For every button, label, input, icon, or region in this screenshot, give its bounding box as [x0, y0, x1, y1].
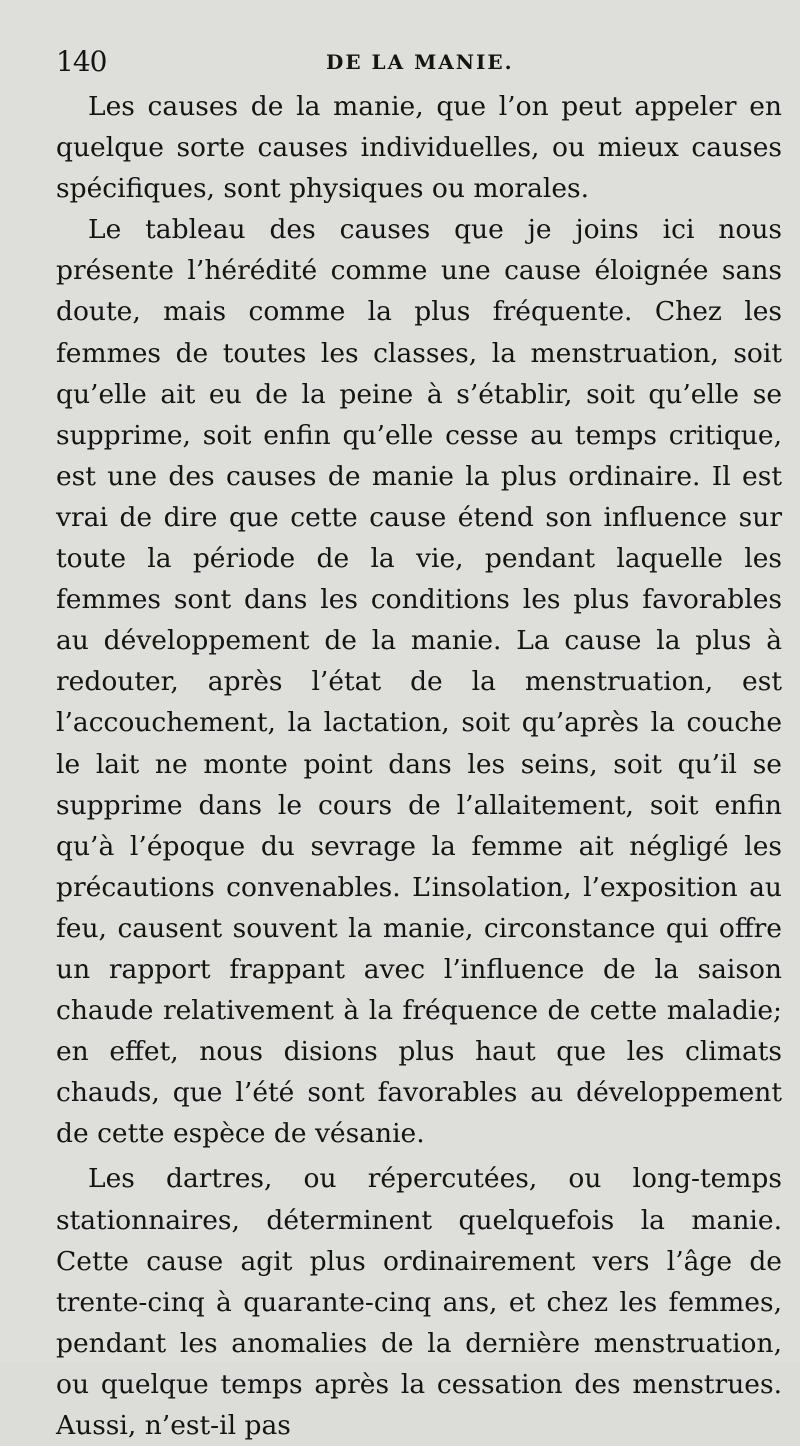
page-number: 140: [56, 45, 107, 78]
page-header: [56, 42, 786, 82]
running-head: DE LA MANIE.: [326, 50, 514, 74]
paragraph-3: Les dartres, ou répercutées, ou long-temps stationnaires, déterminent quelquefois la manie. Cette cause agit plus ordinairement vers l’âge de trente-cinq à quarante-cinq ans, et chez les femmes, pendant les anomalies de la dernière menstruation, ou quelque temps après la cessation des menstrues. Aussi, n’est-il pas: [56, 1163, 782, 1441]
paragraph-2: Le tableau des causes que je joins ici nous présente l’hérédité comme une cause éloignée sans doute, mais comme la plus fréquente. Chez les femmes de toutes les classes, la menstruation, soit qu’elle ait eu de la peine à s’établir, soit qu’elle se supprime, soit enfin qu’elle cesse au temps critique, est une des causes de manie la plus ordinaire. Il est vrai de dire que cette cause étend son influence sur toute la période de la vie, pendant laquelle les femmes sont dans les conditions les plus favorables au développement de la manie. La cause la plus à redouter, après l’état de la menstruation, est l’accouchement, la lactation, soit qu’après la couche le lait ne monte point dans les seins, soit qu’il se supprime dans le cours de l’allaitement, soit enfin qu’à l’époque du sevrage la femme ait négligé les précautions convenables. L’insolation, l’exposition au feu, causent souvent la manie, circonstance qui offre un rapport frappant avec l’influence de la saison chaude relativement à la fréquence de cette maladie; en effet, nous disions plus haut que les climats chauds, que l’été sont favorables au développement de cette espèce de vésanie.: [56, 214, 782, 1150]
paragraph-1: Les causes de la manie, que l’on peut appeler en quelque sorte causes individuelles, ou mieux causes spécifiques, sont physiques ou morales.: [56, 91, 782, 205]
body-text: [56, 86, 782, 1446]
